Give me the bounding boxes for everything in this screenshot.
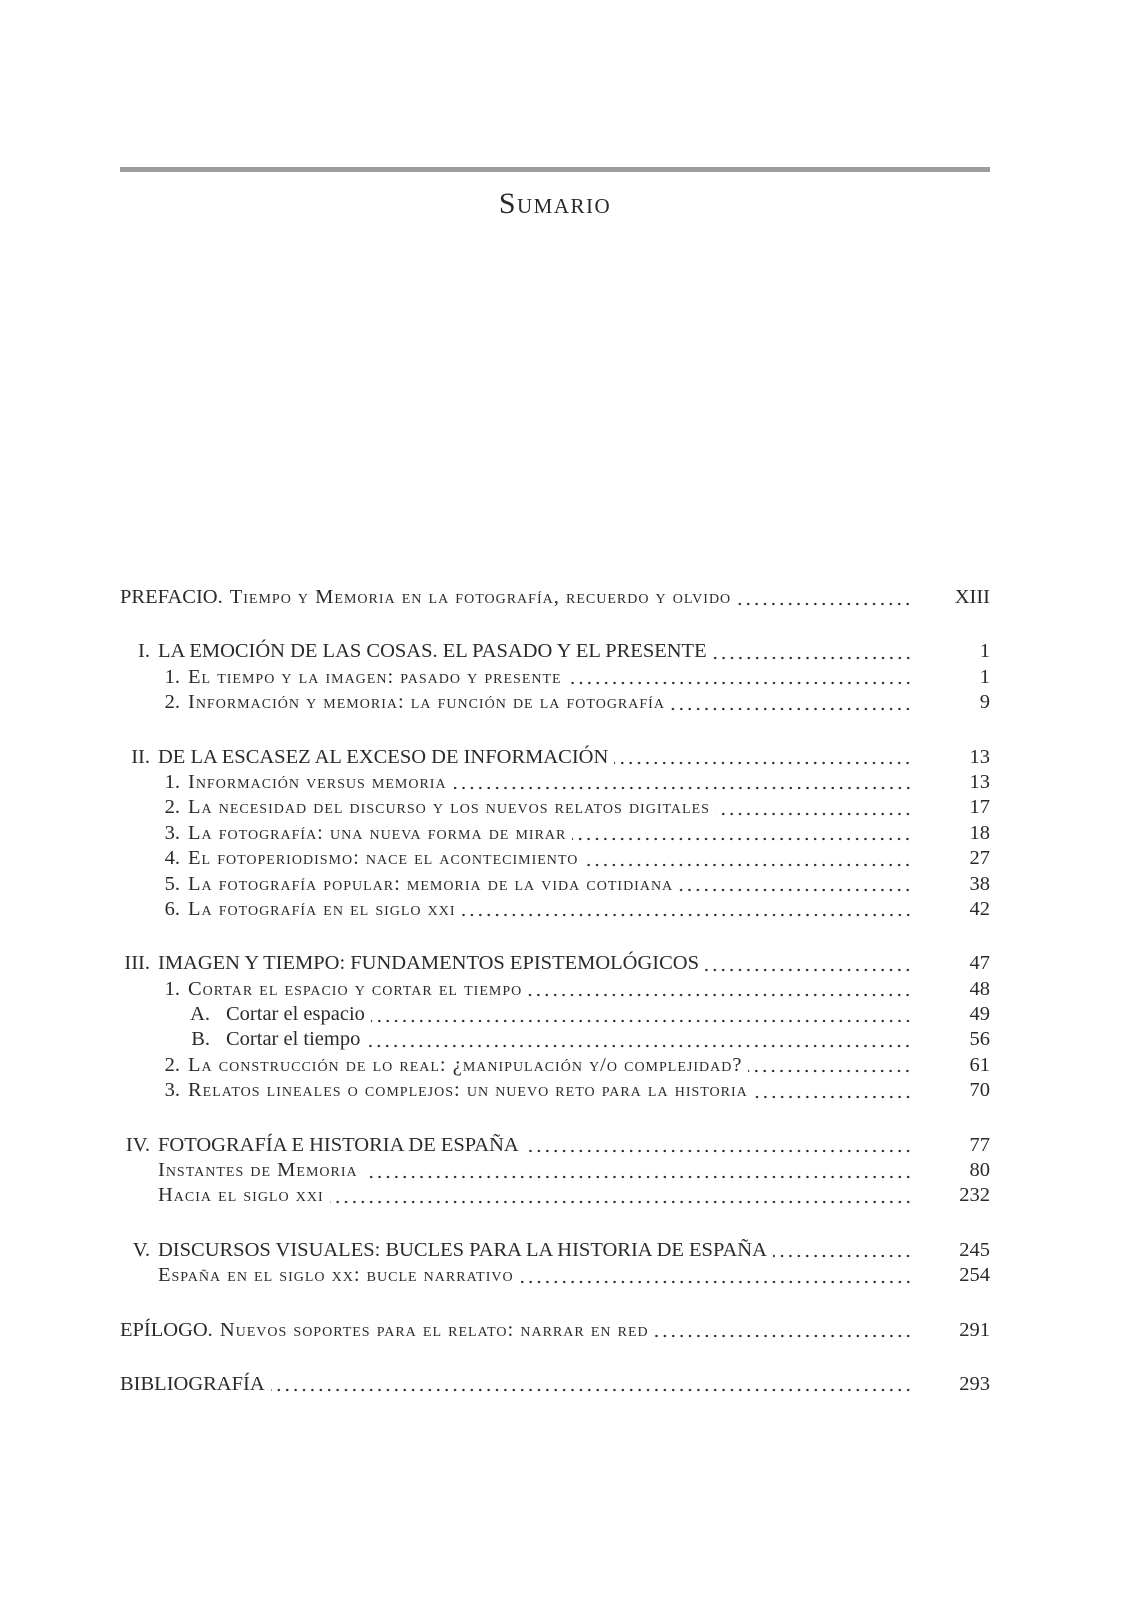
page-number: 18 bbox=[969, 821, 990, 844]
section-title: La construcción de lo real: ¿manipulación y/o complejidad? bbox=[188, 1053, 743, 1076]
dot-leader bbox=[584, 846, 912, 871]
section-title: Relatos lineales o complejos: un nuevo reto para la historia bbox=[188, 1079, 748, 1102]
page-number: 70 bbox=[969, 1079, 990, 1102]
section-number: 2. bbox=[164, 1053, 180, 1076]
toc-section bbox=[120, 665, 990, 690]
chapter-title: FOTOGRAFÍA E HISTORIA DE ESPAÑA bbox=[158, 1133, 519, 1156]
section-number: 1. bbox=[164, 977, 180, 1000]
chapter-title: DISCURSOS VISUALES: BUCLES PARA LA HISTORIA DE ESPAÑA bbox=[158, 1238, 767, 1261]
section-number: 4. bbox=[164, 847, 180, 870]
page-number: 245 bbox=[959, 1238, 990, 1261]
section-number: 5. bbox=[164, 872, 180, 895]
entry-label: BIBLIOGRAFÍA bbox=[120, 1372, 265, 1395]
toc-section bbox=[120, 690, 990, 715]
dot-leader bbox=[453, 770, 912, 795]
chapter-title: DE LA ESCASEZ AL EXCESO DE INFORMACIÓN bbox=[158, 745, 609, 768]
chapter-title: LA EMOCIÓN DE LAS COSAS. EL PASADO Y EL PRESENTE bbox=[158, 640, 707, 663]
toc-subsection bbox=[120, 1002, 990, 1027]
section-title: El fotoperiodismo: nace el acontecimiento bbox=[188, 847, 579, 870]
page-number: 56 bbox=[969, 1028, 990, 1051]
table-of-contents bbox=[120, 585, 990, 1397]
dot-leader bbox=[525, 1133, 912, 1158]
chapter-numeral: IV. bbox=[125, 1133, 150, 1156]
page-number: 291 bbox=[959, 1318, 990, 1341]
section-title: Información y memoria: la función de la fotografía bbox=[188, 691, 665, 714]
dot-leader bbox=[462, 897, 912, 922]
entry-label: EPÍLOGO. bbox=[120, 1318, 213, 1341]
page-number: 17 bbox=[969, 796, 990, 819]
page-number: 13 bbox=[969, 770, 990, 793]
section-number: 6. bbox=[164, 897, 180, 920]
page-number: 27 bbox=[969, 847, 990, 870]
entry-title: Nuevos soportes para el relato: narrar en red bbox=[219, 1318, 649, 1341]
toc-entry-prefacio bbox=[120, 585, 990, 610]
page-number: 254 bbox=[959, 1264, 990, 1287]
dot-leader bbox=[568, 665, 912, 690]
section-number: 3. bbox=[164, 1079, 180, 1102]
dot-leader bbox=[679, 872, 912, 897]
page-number: 1 bbox=[979, 665, 990, 688]
dot-leader bbox=[572, 821, 912, 846]
section-number: 2. bbox=[164, 691, 180, 714]
section-number: 2. bbox=[164, 796, 180, 819]
chapter-title: IMAGEN Y TIEMPO: FUNDAMENTOS EPISTEMOLÓGICOS bbox=[158, 952, 699, 975]
dot-leader bbox=[754, 1078, 912, 1103]
page-number: 1 bbox=[979, 640, 990, 663]
dot-leader bbox=[773, 1238, 912, 1263]
section-title: España en el siglo xx: bucle narrativo bbox=[158, 1264, 514, 1287]
dot-leader bbox=[748, 1053, 912, 1078]
toc-section bbox=[120, 1263, 990, 1288]
dot-leader bbox=[528, 977, 912, 1002]
page-number: 232 bbox=[959, 1184, 990, 1207]
page-number: 42 bbox=[969, 897, 990, 920]
page-number: 49 bbox=[969, 1003, 990, 1026]
dot-leader bbox=[271, 1372, 912, 1397]
toc-subsection bbox=[120, 1027, 990, 1052]
chapter-numeral: III. bbox=[124, 952, 150, 975]
toc-section bbox=[120, 1078, 990, 1103]
toc-section bbox=[120, 795, 990, 820]
subsection-title: Cortar el espacio bbox=[226, 1003, 365, 1026]
header-rule bbox=[120, 167, 990, 172]
section-title: Instantes de Memoria bbox=[158, 1159, 358, 1182]
chapter-numeral: V. bbox=[132, 1238, 150, 1261]
page-number: 61 bbox=[969, 1053, 990, 1076]
toc-section bbox=[120, 1053, 990, 1078]
dot-leader bbox=[713, 639, 912, 664]
section-title: Cortar el espacio y cortar el tiempo bbox=[188, 977, 523, 1000]
dot-leader bbox=[671, 690, 912, 715]
toc-section bbox=[120, 1183, 990, 1208]
page-number: XIII bbox=[954, 586, 990, 608]
toc-chapter-i bbox=[120, 639, 990, 664]
dot-leader bbox=[716, 795, 912, 820]
dot-leader bbox=[330, 1183, 912, 1208]
subsection-letter: B. bbox=[191, 1028, 210, 1051]
page-number: 48 bbox=[969, 977, 990, 1000]
toc-entry-bibliografia bbox=[120, 1372, 990, 1397]
section-title: La fotografía en el siglo xxi bbox=[188, 897, 456, 920]
page-number: 13 bbox=[969, 745, 990, 768]
page-number: 80 bbox=[969, 1159, 990, 1182]
page-number: 77 bbox=[969, 1133, 990, 1156]
subsection-title: Cortar el tiempo bbox=[226, 1028, 361, 1051]
chapter-numeral: II. bbox=[131, 745, 150, 768]
toc-chapter-v bbox=[120, 1238, 990, 1263]
toc-chapter-iii bbox=[120, 951, 990, 976]
toc-section bbox=[120, 846, 990, 871]
section-title: La necesidad del discurso y los nuevos relatos digitales bbox=[188, 796, 710, 819]
page-number: 38 bbox=[969, 872, 990, 895]
dot-leader bbox=[520, 1263, 912, 1288]
page-number: 47 bbox=[969, 952, 990, 975]
toc-chapter-iv bbox=[120, 1133, 990, 1158]
toc-chapter-ii bbox=[120, 745, 990, 770]
toc-section bbox=[120, 897, 990, 922]
dot-leader bbox=[364, 1158, 912, 1183]
dot-leader bbox=[655, 1318, 912, 1343]
dot-leader bbox=[371, 1002, 912, 1027]
entry-label: PREFACIO. bbox=[120, 586, 223, 608]
dot-leader bbox=[366, 1027, 912, 1052]
page-number: 9 bbox=[979, 691, 990, 714]
subsection-letter: A. bbox=[190, 1003, 210, 1026]
section-title: La fotografía: una nueva forma de mirar bbox=[188, 821, 567, 844]
page-number: 293 bbox=[959, 1372, 990, 1395]
toc-entry-epilogo bbox=[120, 1318, 990, 1343]
section-title: La fotografía popular: memoria de la vida cotidiana bbox=[188, 872, 674, 895]
toc-section bbox=[120, 872, 990, 897]
toc-section bbox=[120, 821, 990, 846]
toc-section bbox=[120, 770, 990, 795]
toc-section bbox=[120, 977, 990, 1002]
section-number: 1. bbox=[164, 665, 180, 688]
dot-leader bbox=[614, 745, 912, 770]
section-title: Hacia el siglo xxi bbox=[158, 1184, 324, 1207]
section-title: El tiempo y la imagen: pasado y presente bbox=[188, 665, 562, 688]
dot-leader bbox=[705, 951, 912, 976]
section-title: Información versus memoria bbox=[188, 770, 447, 793]
chapter-numeral: I. bbox=[138, 640, 150, 663]
dot-leader bbox=[737, 585, 912, 610]
toc-section bbox=[120, 1158, 990, 1183]
page-title: Sumario bbox=[498, 187, 612, 220]
section-number: 1. bbox=[164, 770, 180, 793]
section-number: 3. bbox=[164, 821, 180, 844]
entry-title: Tiempo y Memoria en la fotografía, recuerdo y olvido bbox=[229, 586, 732, 608]
